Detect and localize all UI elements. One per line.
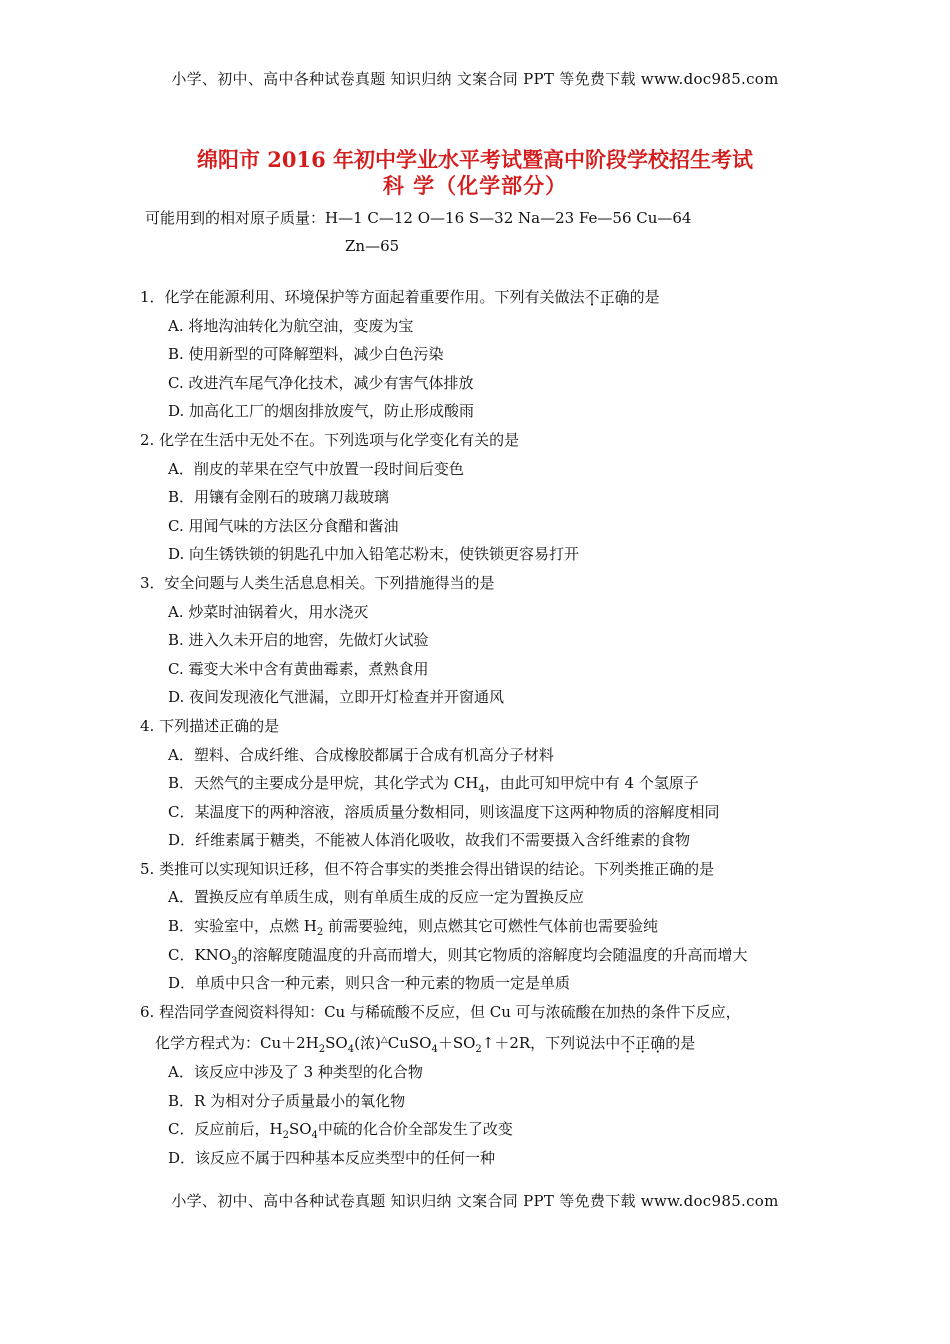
option-d: D．单质中只含一种元素，则只含一种元素的物质一定是单质 — [168, 974, 571, 993]
question-3 — [140, 569, 820, 712]
option-d: D．该反应不属于四种基本反应类型中的任何一种 — [168, 1148, 496, 1167]
option-b: B．用镶有金刚石的玻璃刀裁玻璃 — [168, 488, 390, 507]
option-c: C. 改进汽车尾气净化技术，减少有害气体排放 — [168, 373, 474, 392]
option-a: A．塑料、合成纤维、合成橡胶都属于合成有机高分子材料 — [168, 745, 554, 764]
question-5 — [140, 855, 820, 998]
chemical-equation: 化学方程式为：$Cu+2H_2SO_4$(浓)$^\triangle CuSO_4+SO_2↑+2R$，下列说法中不正确的是 — [155, 1034, 696, 1056]
question-list — [140, 283, 820, 1172]
option-c: C．反应前后，$H_2SO_4$中硫的化合价全部发生了改变 — [168, 1120, 513, 1142]
page-footer: 小学、初中、高中各种试卷真题 知识归纳 文案合同 PPT 等免费下载 www.doc985.com — [171, 1192, 779, 1210]
option-c: C. 霉变大米中含有黄曲霉素，煮熟食用 — [168, 659, 429, 678]
option-b: B. 进入久未开启的地窖，先做灯火试验 — [168, 631, 429, 650]
atomic-masses-line-1: 可能用到的相对原子质量：H—1 C—12 O—16 S—32 Na—23 Fe—56 Cu—64 — [145, 209, 692, 227]
atomic-masses — [145, 204, 845, 260]
option-a: A．置换反应有单质生成，则有单质生成的反应一定为置换反应 — [168, 888, 584, 907]
question-stem: 3．安全问题与人类生活息息相关。下列措施得当的是 — [140, 573, 495, 592]
question-stem: 2. 化学在生活中无处不在。下列选项与化学变化有关的是 — [140, 430, 520, 449]
option-c: C. 用闻气味的方法区分食醋和酱油 — [168, 516, 399, 535]
option-b: B．天然气的主要成分是甲烷，其化学式为 $CH_4$，由此可知甲烷中有 4 个氢原子 — [168, 774, 699, 796]
question-6 — [140, 998, 820, 1173]
question-stem: 1．化学在能源利用、环境保护等方面起着重要作用。下列有关做法不正确的是 — [140, 288, 660, 306]
option-b: B．R 为相对分子质量最小的氧化物 — [168, 1091, 406, 1110]
option-b: B. 使用新型的可降解塑料，减少白色污染 — [168, 345, 444, 364]
option-a: A．削皮的苹果在空气中放置一段时间后变色 — [168, 459, 464, 478]
option-d: D. 加高化工厂的烟囱排放废气，防止形成酸雨 — [168, 402, 475, 421]
exam-subtitle: 科 学（化学部分） — [382, 173, 568, 198]
option-d: D. 夜间发现液化气泄漏，立即开灯检查并开窗通风 — [168, 688, 505, 707]
question-stem: 6. 程浩同学查阅资料得知：Cu 与稀硫酸不反应，但 Cu 可与浓硫酸在加热的条件下反应， — [140, 1002, 741, 1021]
option-a: A. 炒菜时油锅着火，用水浇灭 — [168, 602, 369, 621]
option-c: C．$KNO_3$的溶解度随温度的升高而增大，则其它物质的溶解度均会随温度的升高而增大 — [168, 945, 748, 967]
option-a: A．该反应中涉及了 3 种类型的化合物 — [168, 1063, 423, 1082]
option-a: A. 将地沟油转化为航空油，变废为宝 — [168, 316, 414, 335]
question-stem: 5. 类推可以实现知识迁移，但不符合事实的类推会得出错误的结论。下列类推正确的是 — [140, 859, 715, 878]
option-c: C．某温度下的两种溶液，溶质质量分数相同，则该温度下这两种物质的溶解度相同 — [168, 802, 720, 821]
page-header: 小学、初中、高中各种试卷真题 知识归纳 文案合同 PPT 等免费下载 www.doc985.com — [171, 70, 779, 88]
option-b: B．实验室中，点燃 $H_2$ 前需要验纯，则点燃其它可燃性气体前也需要验纯 — [168, 917, 659, 939]
exam-title: 绵阳市 2016 年初中学业水平考试暨高中阶段学校招生考试 — [196, 147, 754, 172]
option-d: D．纤维素属于糖类，不能被人体消化吸收，故我们不需要摄入含纤维素的食物 — [168, 831, 691, 850]
question-4 — [140, 712, 820, 855]
question-1 — [140, 283, 820, 426]
option-d: D. 向生锈铁锁的钥匙孔中加入铅笔芯粉末，使铁锁更容易打开 — [168, 545, 580, 564]
question-stem: 4. 下列描述正确的是 — [140, 716, 280, 735]
atomic-masses-line-2: Zn—65 — [345, 237, 400, 255]
question-2 — [140, 426, 820, 569]
